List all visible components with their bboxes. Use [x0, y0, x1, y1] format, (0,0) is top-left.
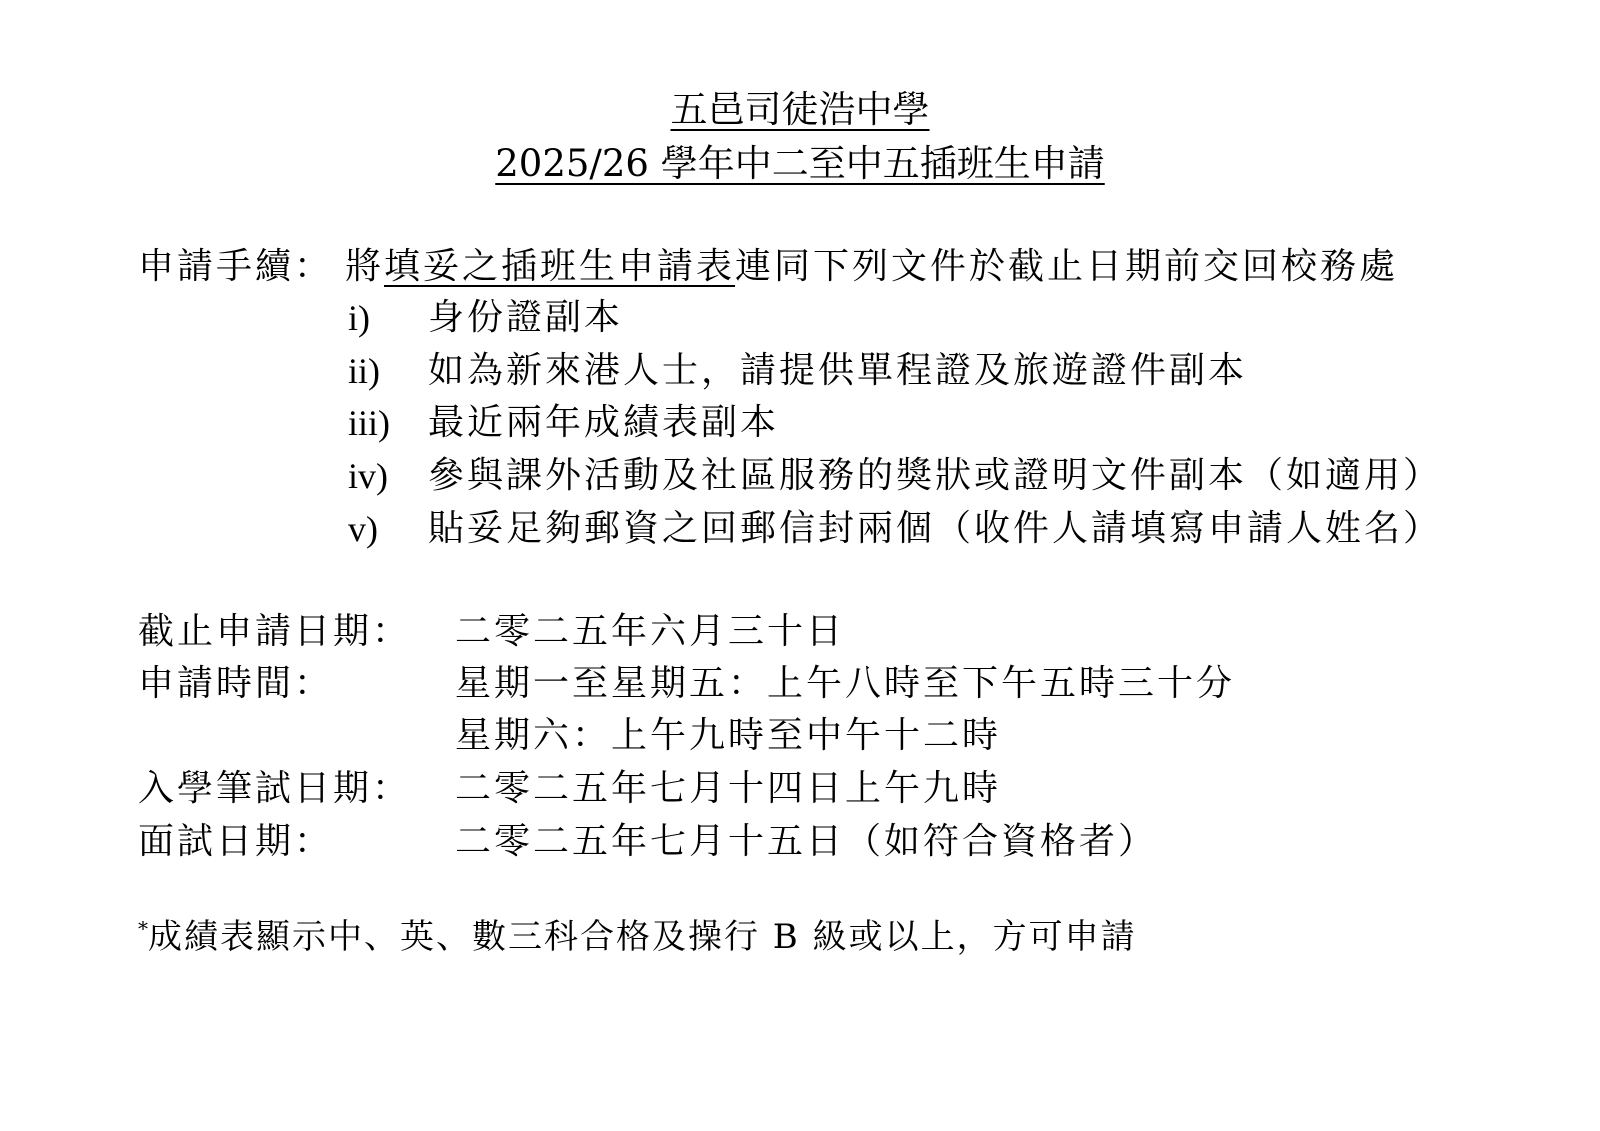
- procedure-text-suffix: 連同下列文件於截止日期前交回校務處: [735, 246, 1399, 287]
- procedure-text: [345, 245, 1398, 289]
- interview-date-label: 面試日期：: [138, 821, 334, 862]
- deadline-label: 截止申請日期：: [138, 611, 412, 652]
- document-item-number: iv): [348, 456, 388, 496]
- exam-date-value: 二零二五年七月十四日上午九時: [455, 768, 1002, 809]
- hours-saturday-value: 星期六：上午九時至中午十二時: [455, 715, 1002, 756]
- footnote-text: 成績表顯示中、英、數三科合格及操行 B 級或以上，方可申請: [148, 917, 1137, 957]
- procedure-label: 申請手續：: [138, 246, 334, 287]
- document-item-text: 貼妥足夠郵資之回郵信封兩個（收件人請填寫申請人姓名）: [428, 508, 1443, 549]
- footnote: [138, 915, 1137, 959]
- procedure-text-prefix: 將: [345, 246, 385, 287]
- document-item-text: 最近兩年成績表副本: [428, 402, 780, 443]
- procedure-form-name: 填妥之插班生申請表: [384, 246, 736, 287]
- document-item-text: 如為新來港人士，請提供單程證及旅遊證件副本: [428, 350, 1248, 391]
- notice-title-heading: [0, 142, 1600, 186]
- document-item-number: ii): [348, 351, 380, 391]
- school-name-text: 五邑司徒浩中學: [670, 88, 930, 131]
- interview-date-value: 二零二五年七月十五日（如符合資格者）: [455, 821, 1158, 862]
- document-item-number: i): [348, 298, 370, 338]
- document-item-text: 參與課外活動及社區服務的獎狀或證明文件副本（如適用）: [428, 455, 1443, 496]
- school-name-heading: [0, 88, 1600, 132]
- hours-weekday-value: 星期一至星期五：上午八時至下午五時三十分: [455, 663, 1236, 704]
- notice-title-text: 2025/26 學年中二至中五插班生申請: [495, 142, 1105, 185]
- document-item-number: v): [348, 509, 378, 549]
- hours-label: 申請時間：: [138, 663, 334, 704]
- footnote-marker: *: [138, 916, 148, 941]
- deadline-value: 二零二五年六月三十日: [455, 611, 846, 652]
- document-item-text: 身份證副本: [428, 297, 624, 338]
- exam-date-label: 入學筆試日期：: [138, 768, 412, 809]
- document-item-number: iii): [348, 403, 390, 443]
